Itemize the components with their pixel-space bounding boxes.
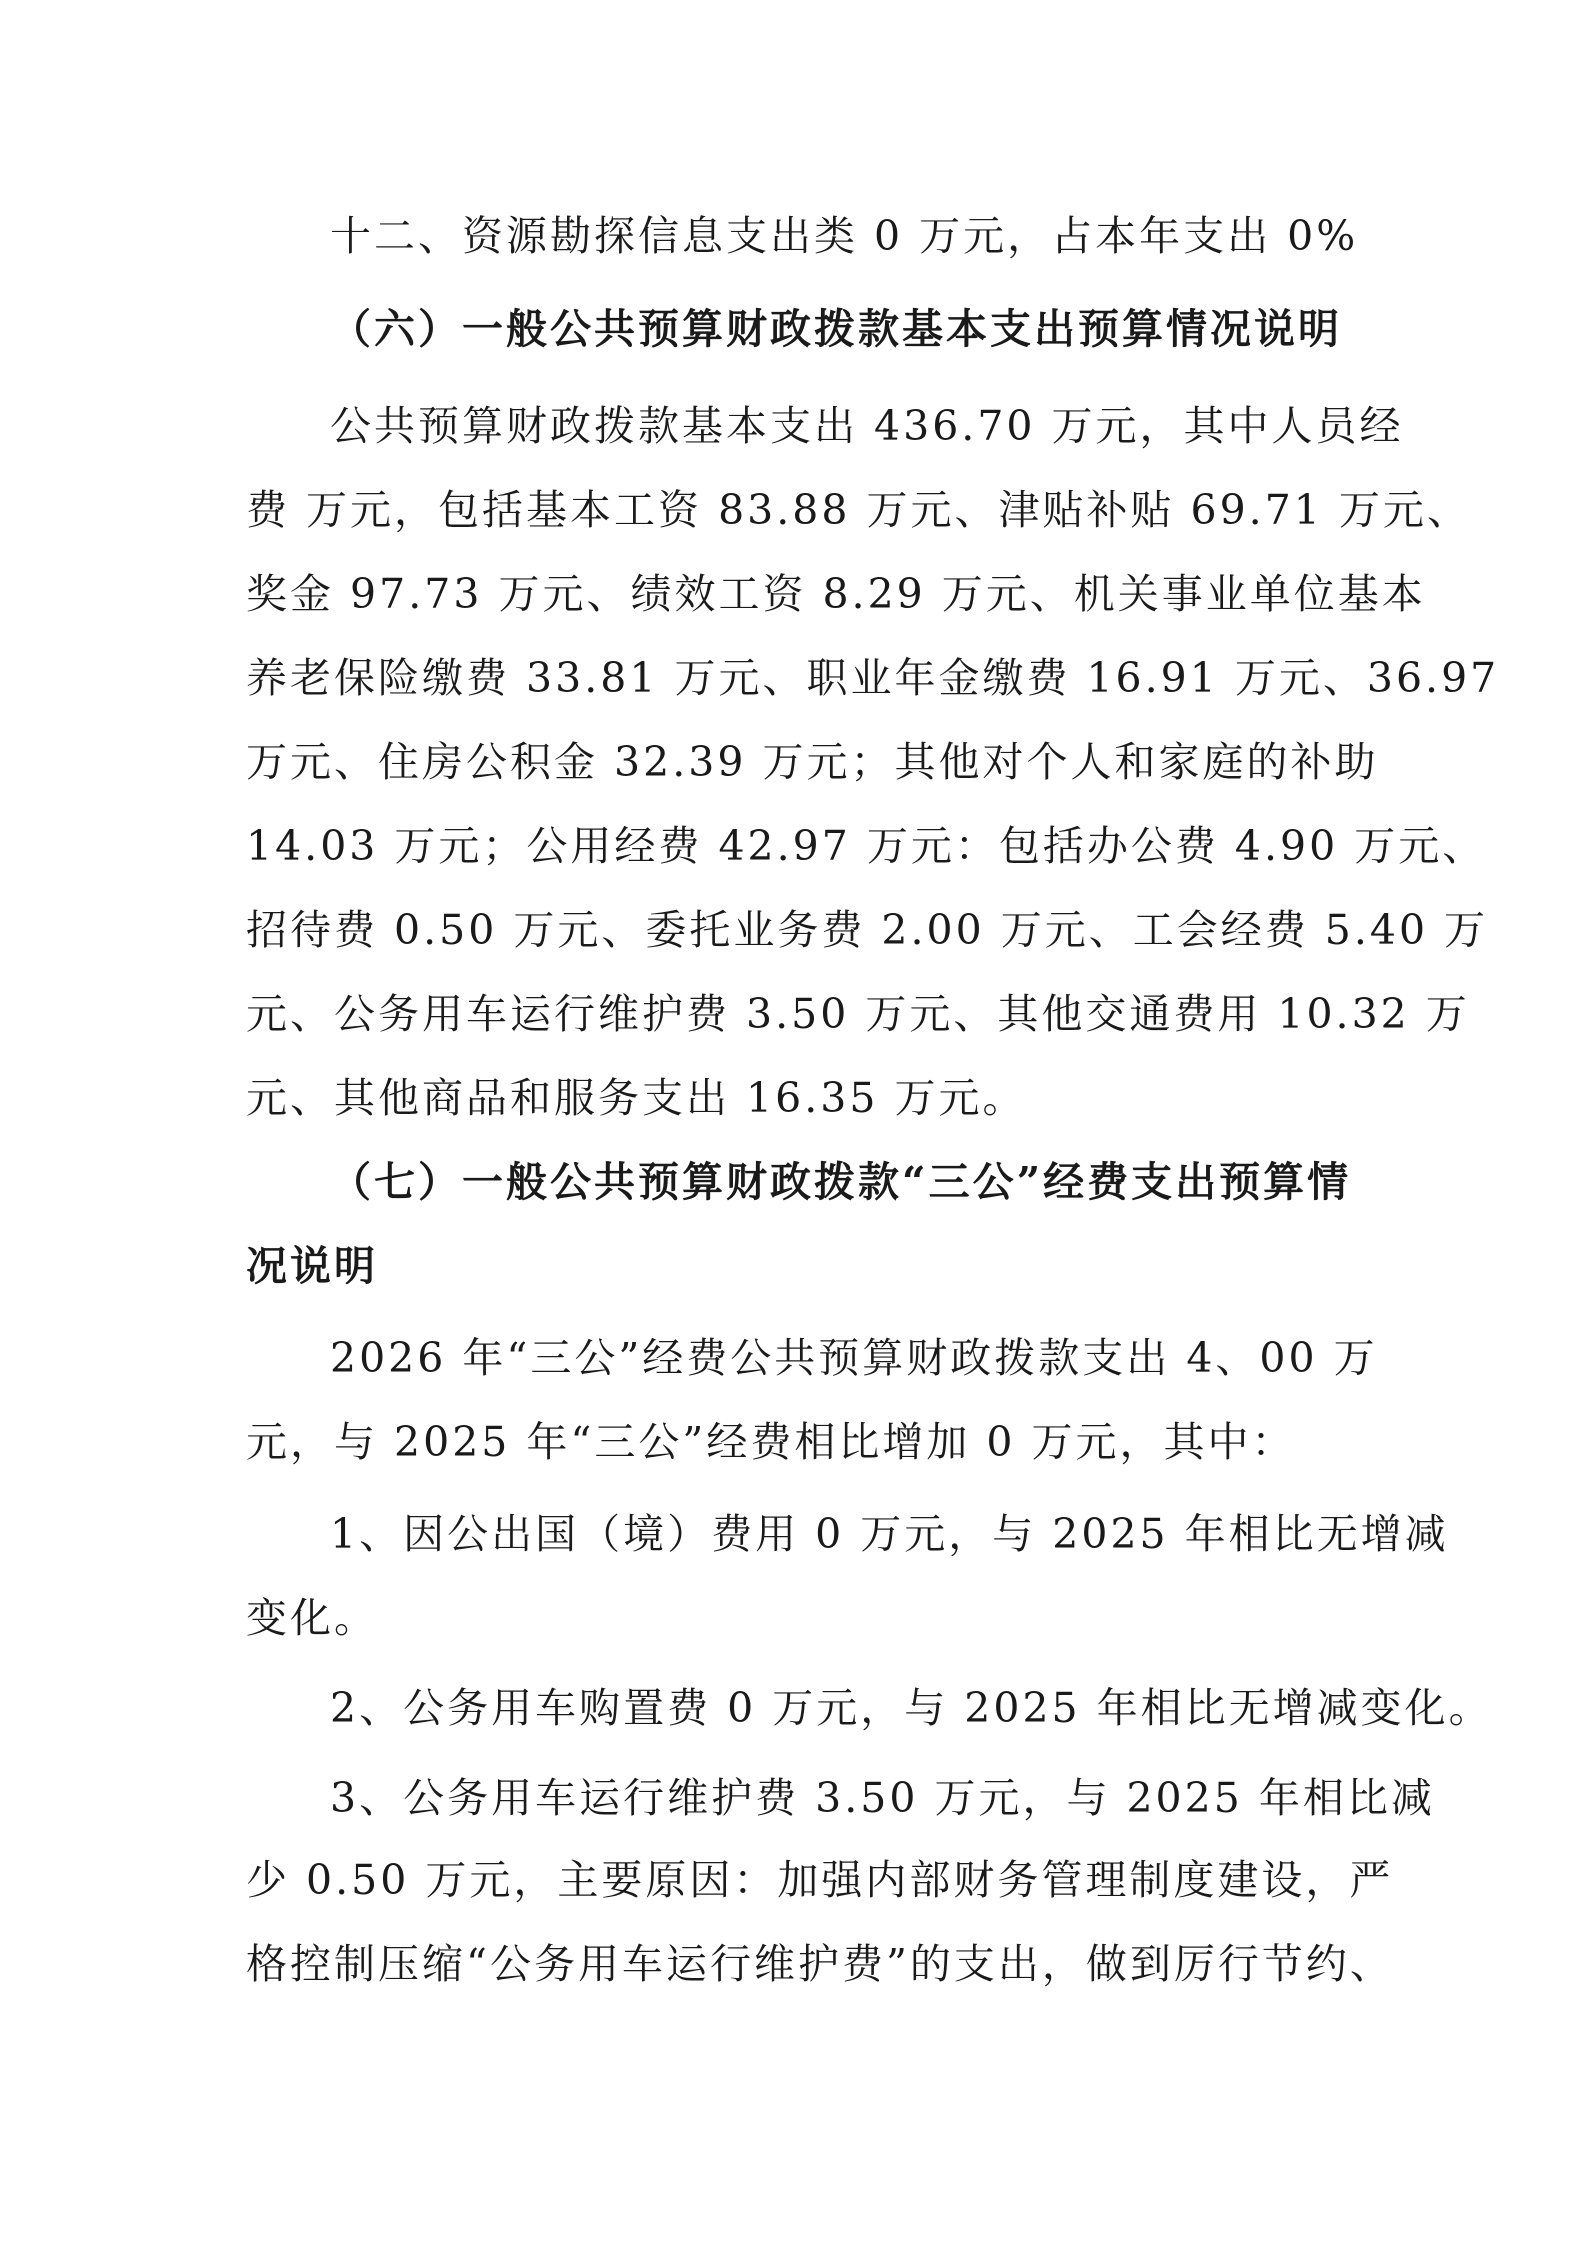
list-item: 2、公务用车购置费 0 万元，与 2025 年相比无增减变化。 xyxy=(330,1684,1493,1732)
text-line: 公共预算财政拨款基本支出 436.70 万元，其中人员经 xyxy=(330,402,1404,450)
text-line: 元，与 2025 年“三公”经费相比增加 0 万元，其中： xyxy=(246,1418,1296,1466)
text-line: 元、公务用车运行维护费 3.50 万元、其他交通费用 10.32 万 xyxy=(246,990,1470,1038)
text-line: 费 万元，包括基本工资 83.88 万元、津贴补贴 69.71 万元、 xyxy=(246,486,1471,534)
text-line: 元、其他商品和服务支出 16.35 万元。 xyxy=(246,1074,1027,1122)
list-item: 3、公务用车运行维护费 3.50 万元，与 2025 年相比减 xyxy=(330,1774,1435,1822)
list-item: 1、因公出国（境）费用 0 万元，与 2025 年相比无增减 xyxy=(330,1510,1449,1558)
text-line: 招待费 0.50 万元、委托业务费 2.00 万元、工会经费 5.40 万 xyxy=(246,906,1489,954)
text-line: 万元、住房公积金 32.39 万元；其他对个人和家庭的补助 xyxy=(246,738,1379,786)
text-line: 2026 年“三公”经费公共预算财政拨款支出 4、00 万 xyxy=(330,1334,1378,1382)
section-heading-continued: 况说明 xyxy=(246,1242,378,1290)
text-line: 十二、资源勘探信息支出类 0 万元，占本年支出 0% xyxy=(330,212,1359,260)
text-line: 变化。 xyxy=(246,1594,378,1642)
text-line: 少 0.50 万元，主要原因：加强内部财务管理制度建设，严 xyxy=(246,1856,1394,1904)
text-line: 养老保险缴费 33.81 万元、职业年金缴费 16.91 万元、36.97 xyxy=(246,654,1500,702)
text-line: 格控制压缩“公务用车运行维护费”的支出，做到厉行节约、 xyxy=(246,1940,1394,1988)
text-line: 14.03 万元；公用经费 42.97 万元：包括办公费 4.90 万元、 xyxy=(246,822,1487,870)
section-heading: （七）一般公共预算财政拨款“三公”经费支出预算情 xyxy=(330,1158,1352,1206)
section-heading: （六）一般公共预算财政拨款基本支出预算情况说明 xyxy=(330,305,1342,353)
text-line: 奖金 97.73 万元、绩效工资 8.29 万元、机关事业单位基本 xyxy=(246,570,1426,618)
